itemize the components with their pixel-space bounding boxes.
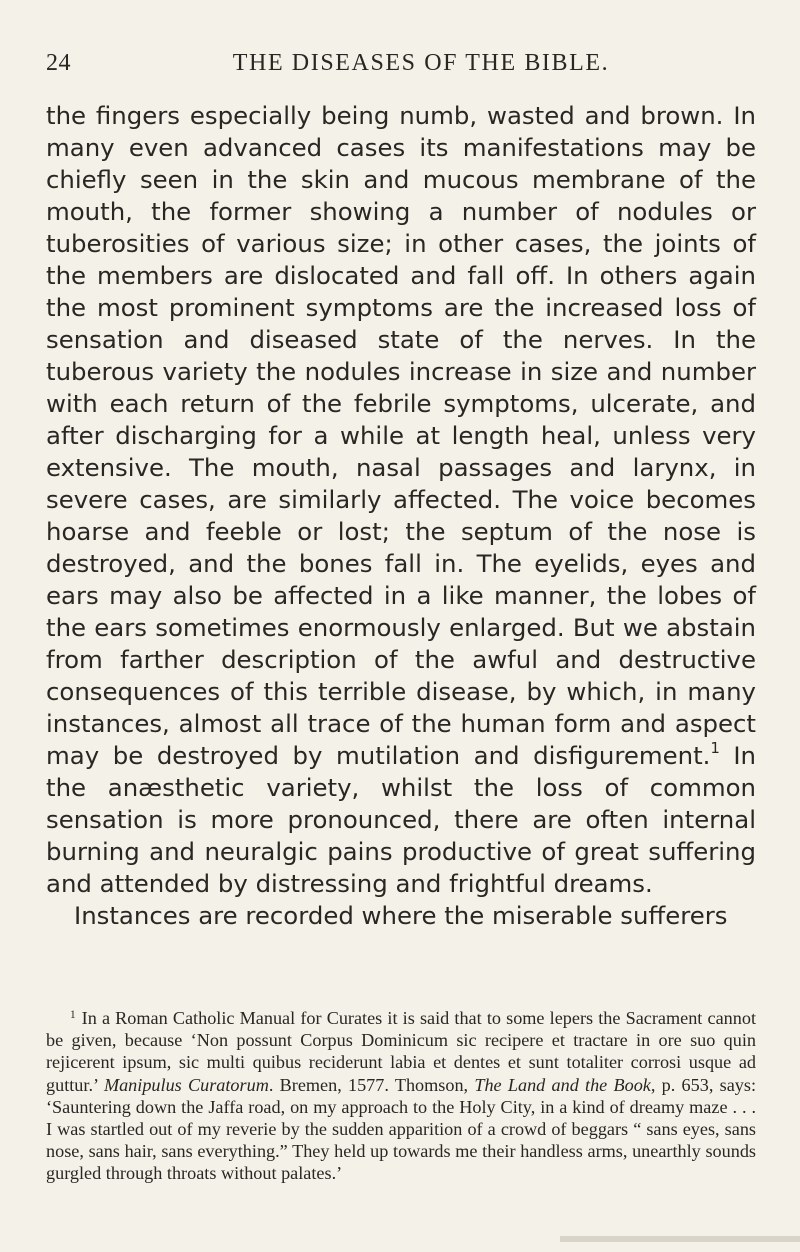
running-head (46, 50, 766, 90)
footnote-mark: 1 (70, 1008, 76, 1021)
page-number: 24 (46, 50, 71, 76)
footnote-text-1: In a Roman Catholic Manual for Curates it is said that to some lepers the Sacrament cannot be given, because ‘Non possunt Corpus Dominicum sic recipere et tractare in ore suo quin rejicerent ipsum, sic multi quibus reciderunt labia et dentes et sunt totaliter corrosi usque ad guttur.’ (46, 1008, 756, 1095)
footnote-title-land-and-book: The Land and the Book (474, 1074, 651, 1095)
footnote (46, 1007, 756, 1185)
paragraph-1-continuation: In the anæsthetic variety, whilst the loss of common sensation is more pronounced, there are often internal burning and neuralgic pains productive of great suffering and attended by distressing and frightful dreams. (46, 741, 757, 898)
footnote-text-3: , p. 653, says: ‘Sauntering down the Jaffa road, on my approach to the Holy City, in a kind of dreamy maze . . . I was startled out of my reverie by the sudden apparition of a crowd of beggars “ sans eyes, sans nose, sans hair, sans everything.” They held up towards me their handless arms, unearthly sounds gurgled through throats without palates.’ (46, 1074, 756, 1184)
main-text (46, 100, 756, 932)
footnote-paragraph (46, 1007, 756, 1185)
footnote-reference: 1 (710, 740, 720, 758)
page-edge-shadow (560, 1236, 800, 1242)
running-title: THE DISEASES OF THE BIBLE. (232, 50, 610, 76)
paragraph-1-text: the fingers especially being numb, wasted and brown. In many even advanced cases its manifestations may be chiefly seen in the skin and mucous membrane of the mouth, the former showing a number of nodules or tuberosities of various size; in other cases, the joints of the members are dislocated and fall off. In others again the most prominent symptoms are the increased loss of sensation and diseased state of the nerves. In the tuberous variety the nodules increase in size and number with each return of the febrile symptoms, ulcerate, and after discharging for a while at length heal, unless very extensive. The mouth, nasal passages and larynx, in severe cases, are similarly affected. The voice becomes hoarse and feeble or lost; the septum of the nose is destroyed, and the bones fall in. The eyelids, eyes and ears may also be affected in a like manner, the lobes of the ears sometimes enormously enlarged. But we abstain from farther description of the awful and destructive consequences of this terrible disease, by which, in many instances, almost all trace of the human form and aspect may be destroyed by mutilation and disfigurement. (46, 101, 756, 770)
footnote-text-2: . Bremen, 1577. Thomson, (268, 1074, 475, 1095)
footnote-title-manipulus: Manipulus Curatorum (103, 1074, 269, 1095)
paragraph-1 (46, 100, 756, 900)
paragraph-2: Instances are recorded where the miserable sufferers (74, 901, 728, 930)
